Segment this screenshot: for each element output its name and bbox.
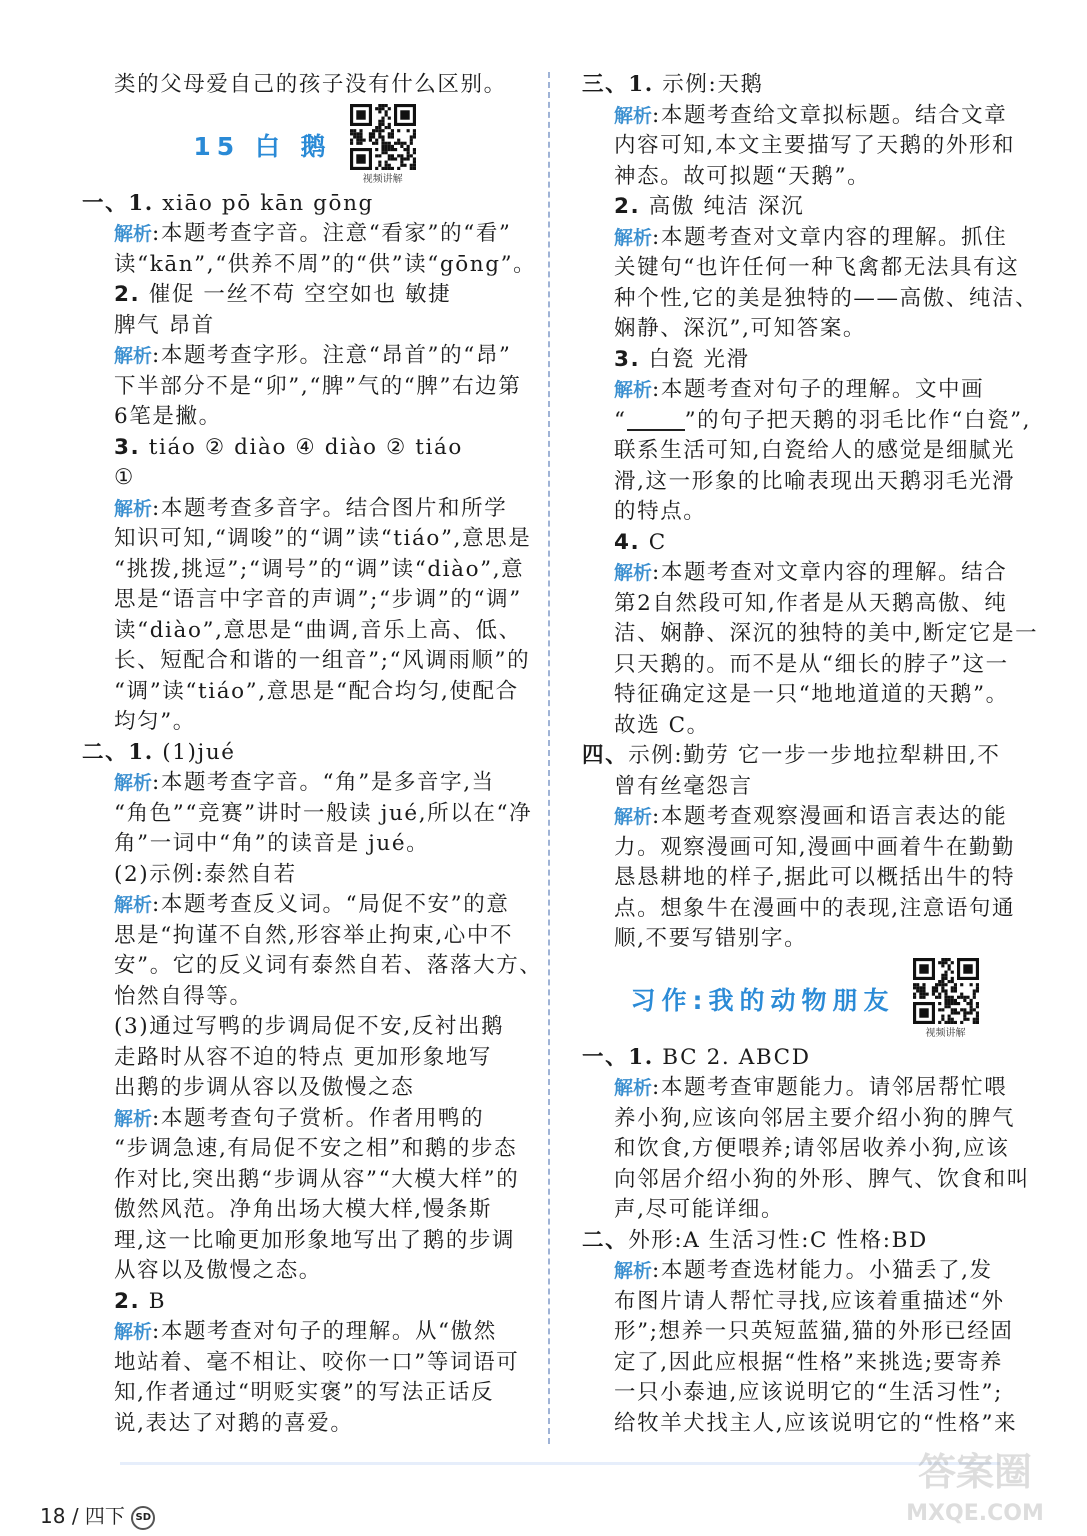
video-qr[interactable]	[913, 958, 979, 1039]
analysis-tag: 解析	[114, 772, 153, 794]
analysis-text: :本题考查对文章内容的理解。抓住	[652, 224, 1008, 250]
analysis-line	[582, 223, 1027, 254]
text-line: 思是“语言中字音的声调”;“步调”的“调”	[114, 587, 522, 612]
text-line: 怡然自得等。	[114, 983, 253, 1009]
answer-item	[82, 1287, 527, 1318]
text-line: 脾气 昂首	[114, 312, 215, 338]
item-number: 3.	[614, 346, 641, 372]
analysis-line	[82, 1317, 527, 1348]
item-text: 示例:天鹅	[653, 72, 764, 97]
analysis-text: :本题考查反义词。“局促不安”的意	[152, 892, 510, 917]
text-line: 出鹅的步调从容以及傲慢之态	[114, 1075, 415, 1100]
analysis-text: :本题考查字形。注意“昂首”的“昂”	[152, 343, 512, 368]
watermark-url: MXQE.COM	[906, 1501, 1044, 1526]
text-line: “角色”“竞赛”讲时一般读 jué,所以在“净	[114, 800, 533, 826]
analysis-text: :本题考查对句子的理解。从“傲然	[152, 1319, 497, 1344]
analysis-tag: 解析	[614, 104, 653, 127]
text-line: 类的父母爱自己的孩子没有什么区别。	[114, 72, 507, 97]
answer-item	[82, 280, 527, 311]
text-line: (2)示例:泰然自若	[114, 861, 297, 887]
text-line: 联系生活可知,白瓷给人的感觉是细腻光	[614, 438, 1016, 463]
section-title: 习作:我的动物朋友	[630, 985, 895, 1015]
analysis-line	[582, 558, 1027, 589]
analysis-text: :本题考查多音字。结合图片和所学	[152, 495, 508, 521]
answer-item	[82, 189, 527, 220]
item-number: 4.	[614, 529, 641, 555]
text-line: 力。观察漫画可知,漫画中画着牛在勤勤	[614, 834, 1016, 860]
text-line: 作对比,突出鹅“步调从容”“大模大样”的	[114, 1166, 520, 1192]
analysis-text: :本题考查对句子的理解。文中画	[652, 377, 985, 402]
text-line: 洁、娴静、深沉的独特的美中,断定它是一	[614, 621, 1039, 646]
watermark-text: 答案圈	[917, 1450, 1033, 1494]
text-line: 只天鹅的。而不是从“细长的脖子”这一	[614, 651, 1009, 677]
item-number: 四、	[582, 743, 629, 768]
text-before: “	[614, 407, 627, 433]
text-after: ”的句子把天鹅的羽毛比作“白瓷”,	[684, 407, 1032, 433]
text-line: 布图片请人帮忙寻找,应该着重描述“外	[614, 1288, 1005, 1314]
right-column	[582, 70, 1039, 1439]
section-heading	[582, 955, 1027, 1043]
item-text: BC 2. ABCD	[653, 1044, 811, 1070]
answer-item	[582, 741, 1027, 772]
analysis-line	[582, 802, 1027, 833]
text-line: “挑拨,挑逗”;“调号”的“调”读“diào”,意	[114, 556, 525, 582]
footer-rule	[120, 1462, 1000, 1465]
analysis-line	[82, 341, 527, 372]
answer-item	[582, 1043, 1027, 1074]
text-line: 傲然风范。净角出场大模大样,慢条斯	[114, 1197, 493, 1222]
left-column	[82, 70, 543, 1439]
text-line: “步调急速,有局促不安之相”和鹅的步态	[114, 1136, 518, 1161]
text-line: 一只小泰迪,应该说明它的“生活习性”;	[614, 1380, 1003, 1405]
text-line: “调”读“tiáo”,意思是“配合均匀,使配合	[114, 678, 519, 704]
item-text: 白瓷 光滑	[640, 346, 750, 372]
analysis-line	[82, 1104, 527, 1135]
answer-item	[582, 70, 1027, 101]
text-line: 种个性,它的美是独特的——高傲、纯洁、	[614, 285, 1039, 311]
analysis-text: :本题考查审题能力。请邻居帮忙喂	[652, 1075, 1008, 1100]
text-line: 长、短配合和谐的一组音”;“风调雨顺”的	[114, 648, 531, 673]
text-line: 向邻居介绍小狗的外形、脾气、饮食和叫	[614, 1166, 1030, 1192]
item-text: C	[640, 529, 667, 555]
item-text: 催促 一丝不苟 空空如也 敏捷	[140, 282, 452, 307]
answer-item	[82, 738, 527, 769]
analysis-tag: 解析	[114, 223, 153, 245]
analysis-text: :本题考查字音。“角”是多音字,当	[152, 770, 495, 795]
analysis-text: :本题考查选材能力。小猫丢了,发	[652, 1258, 993, 1283]
text-line: 声,尽可能详细。	[614, 1197, 785, 1222]
item-text: 高傲 纯洁 深沉	[640, 194, 805, 219]
text-line: 说,表达了对鹅的喜爱。	[114, 1410, 354, 1436]
analysis-tag: 解析	[614, 562, 653, 584]
answer-item	[82, 433, 527, 464]
analysis-line	[582, 1073, 1027, 1104]
item-number: 3.	[114, 434, 141, 460]
qr-code-icon	[913, 958, 979, 1024]
analysis-text: :本题考查观察漫画和语言表达的能	[652, 804, 1008, 829]
analysis-text: :本题考查字音。注意“看家”的“看”	[152, 221, 512, 246]
qr-caption: 视频讲解	[362, 174, 403, 185]
answer-item	[582, 345, 1027, 376]
text-line: 第2自然段可知,作者是从天鹅高傲、纯	[614, 590, 1008, 616]
text-line: 曾有丝毫怨言	[614, 773, 753, 799]
text-line: 从容以及傲慢之态。	[114, 1258, 322, 1283]
item-text: B	[140, 1288, 167, 1314]
text-line: 定了,因此应根据“性格”来挑选;要寄养	[614, 1349, 1003, 1375]
text-line: (3)通过写鸭的步调局促不安,反衬出鹅	[114, 1014, 505, 1039]
footer-separator: /	[71, 1504, 79, 1528]
answer-item	[582, 1226, 1027, 1257]
page-footer	[40, 1500, 155, 1530]
item-number: 二、1.	[82, 739, 154, 765]
text-line: 养小狗,应该向邻居主要介绍小狗的脾气	[614, 1105, 1016, 1131]
analysis-line	[82, 890, 527, 921]
text-line: 关键句“也许任何一种飞禽都无法具有这	[614, 255, 1020, 280]
item-text: tiáo ② diào ④ diào ② tiáo	[140, 434, 463, 460]
text-line: 理,这一比喻更加形象地写出了鹅的步调	[114, 1227, 516, 1253]
text-line: 和饮食,方便喂养;请邻居收养小狗,应该	[614, 1136, 1010, 1161]
grade-label: 四下	[84, 1504, 125, 1528]
underline-blank	[627, 411, 685, 431]
analysis-tag: 解析	[114, 1107, 153, 1130]
item-text: (1)jué	[153, 739, 236, 765]
text-line: 地站着、毫不相让、咬你一口”等词语可	[114, 1349, 520, 1375]
section-title: 15 白 鹅	[193, 131, 332, 161]
item-text: xiāo pō kān gōng	[153, 190, 374, 216]
text-line: 形”;想养一只英短蓝猫,猫的外形已经固	[614, 1319, 1014, 1344]
item-number: 2.	[114, 282, 141, 307]
analysis-tag: 解析	[614, 226, 653, 249]
qr-caption: 视频讲解	[925, 1028, 966, 1039]
analysis-tag: 解析	[614, 379, 653, 401]
text-line: 安”。它的反义词有泰然自若、落落大方、	[114, 953, 543, 978]
item-number: 一、1.	[582, 1044, 654, 1070]
text-line: 6笔是撇。	[114, 404, 222, 429]
text-line: 读“kān”,“供养不周”的“供”读“gōng”。	[114, 251, 537, 277]
text-line: 走路时从容不迫的特点 更加形象地写	[114, 1044, 493, 1070]
video-qr[interactable]	[350, 104, 416, 185]
item-text: 外形:A 生活习性:C 性格:BD	[628, 1227, 928, 1253]
item-number: 2.	[614, 194, 641, 219]
answer-item	[582, 192, 1027, 223]
column-divider	[548, 72, 550, 1444]
text-line: 恳恳耕地的样子,据此可以概括出牛的特	[614, 865, 1016, 890]
analysis-line	[582, 375, 1027, 406]
text-line: 特征确定这是一只“地地道道的天鹅”。	[614, 682, 1009, 707]
text-line	[582, 406, 1032, 437]
analysis-tag: 解析	[614, 1077, 653, 1099]
item-number: 2.	[114, 1288, 141, 1314]
analysis-text: :本题考查给文章拟标题。结合文章	[652, 102, 1008, 128]
text-line: 知识可知,“调唆”的“调”读“tiáo”,意思是	[114, 526, 532, 551]
text-line: 知,作者通过“明贬实褒”的写法正话反	[114, 1380, 495, 1405]
qr-code-icon	[350, 104, 416, 170]
analysis-tag: 解析	[114, 497, 153, 520]
text-line: 均匀”。	[114, 709, 196, 734]
edition-badge: SD	[131, 1506, 155, 1530]
watermark-logo	[875, 1440, 1075, 1530]
answer-item	[582, 528, 1027, 559]
analysis-line	[582, 1256, 1027, 1287]
analysis-line	[582, 101, 1027, 132]
analysis-text: :本题考查对文章内容的理解。结合	[652, 560, 1008, 585]
item-text: 示例:勤劳 它一步一步地拉犁耕田,不	[628, 743, 1001, 768]
page-number: 18	[40, 1504, 66, 1528]
analysis-tag: 解析	[114, 894, 153, 916]
analysis-line	[82, 768, 527, 799]
text-line: 角”一词中“角”的读音是 jué。	[114, 831, 430, 856]
text-line: 滑,这一形象的比喻表现出天鹅羽毛光滑	[614, 468, 1016, 494]
text-line: 故选 C。	[614, 712, 710, 738]
text-line: ①	[114, 465, 135, 490]
text-line: 给牧羊犬找主人,应该说明它的“性格”来	[614, 1410, 1018, 1436]
text-line: 读“diào”,意思是“曲调,音乐上高、低、	[114, 617, 522, 643]
item-number: 二、	[582, 1227, 629, 1253]
analysis-tag: 解析	[114, 345, 153, 367]
text-line: 内容可知,本文主要描写了天鹅的外形和	[614, 133, 1016, 158]
text-line: 下半部分不是“卯”,“脾”气的“脾”右边第	[114, 373, 522, 399]
text-line: 神态。故可拟题“天鹅”。	[614, 163, 871, 189]
analysis-text: :本题考查句子赏析。作者用鸭的	[152, 1105, 485, 1131]
analysis-tag: 解析	[114, 1321, 153, 1343]
text-line: 娴静、深沉”,可知答案。	[614, 316, 867, 341]
text-line: 顺,不要写错别字。	[614, 926, 808, 951]
text-line: 点。想象牛在漫画中的表现,注意语句通	[614, 895, 1016, 921]
analysis-tag: 解析	[614, 1260, 653, 1282]
analysis-line	[82, 219, 527, 250]
item-number: 三、1.	[582, 72, 654, 97]
section-heading	[82, 101, 527, 189]
analysis-tag: 解析	[614, 806, 653, 828]
item-number: 一、1.	[82, 190, 154, 216]
analysis-line	[82, 494, 527, 525]
text-line: 的特点。	[614, 499, 707, 524]
text-line: 思是“拘谨不自然,形容举止拘束,心中不	[114, 922, 514, 948]
